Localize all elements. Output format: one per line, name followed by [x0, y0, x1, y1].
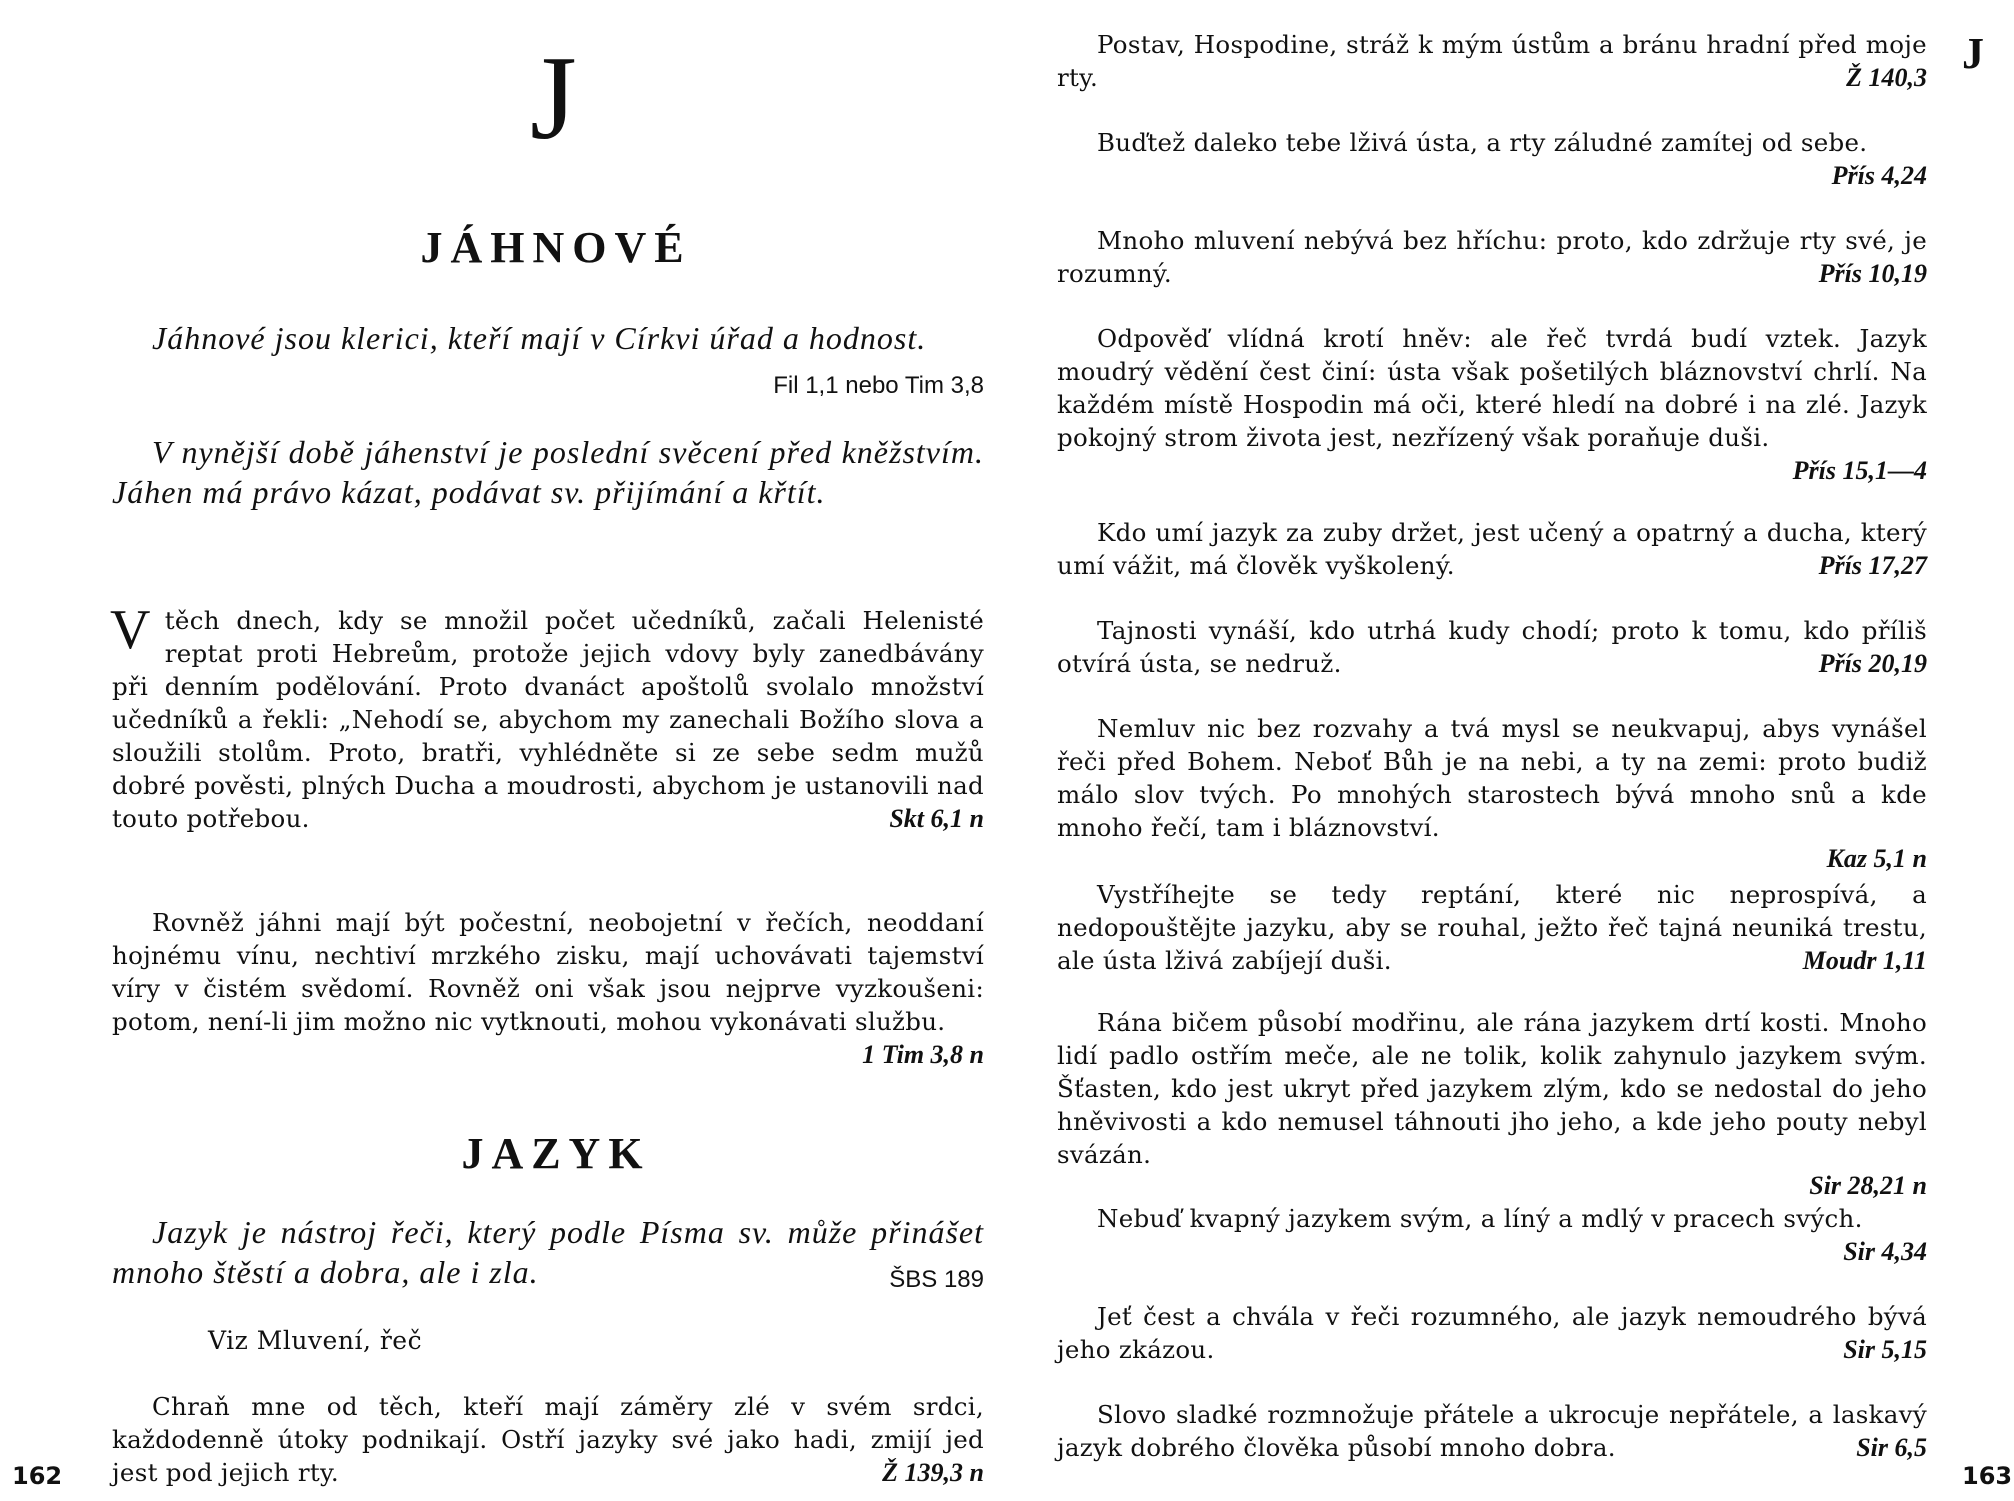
jazyk-intro: [112, 1212, 984, 1300]
right-page: [1007, 0, 2014, 1501]
entry: [1057, 224, 1927, 290]
entry-text: Slovo sladké rozmnožuje přátele a ukrocuje nepřátele, a laskavý jazyk dobrého člověka působí mnoho dobra.: [1057, 1400, 1927, 1462]
scripture-reference: Přís 15,1—4: [1792, 456, 1927, 485]
paragraph-text: Chraň mne od těch, kteří mají záměry zlé v svém srdci, každodenně útoky podnikají. Ostří jazyky své jako hadi, zmijí jed jest pod jejich rty.: [112, 1392, 984, 1487]
scripture-reference: Přís 20,19: [1818, 649, 1927, 678]
scripture-reference: Kaz 5,1 n: [1826, 844, 1927, 873]
entry: [1057, 614, 1927, 680]
entry: [1057, 878, 1927, 977]
entry: [1057, 126, 1927, 192]
entry: [1057, 1006, 1927, 1201]
entry: [1057, 1398, 1927, 1464]
section-title-jahnove: JÁHNOVÉ: [420, 223, 692, 272]
scripture-reference: Sir 6,5: [1856, 1433, 1927, 1462]
entry: [1057, 1202, 1927, 1268]
entry-text: Tajnosti vynáší, kdo utrhá kudy chodí; proto k tomu, kdo příliš otvírá ústa, se nedruž.: [1057, 616, 1927, 678]
running-head: J: [1962, 29, 1984, 78]
scripture-reference: Sir 5,15: [1843, 1335, 1927, 1364]
entry: [1057, 516, 1927, 582]
entry-text: Odpověď vlídná krotí hněv: ale řeč tvrdá budí vztek. Jazyk moudrý vědění čest činí: ústa však pošetilých bláznovství chrlí. Na každém místě Hospodin má oči, které hledí na dobré i na zlé. Jazyk pokojný strom života jest, nezřízený však poraňuje duši.: [1057, 324, 1927, 452]
entry: [1057, 712, 1927, 874]
scripture-reference: Moudr 1,11: [1802, 946, 1927, 975]
entry-text: Vystříhejte se tedy reptání, které nic neprospívá, a nedopouštějte jazyku, aby se rouhal, ježto řeč tajná neuniká trestu, ale ústa lživá zabíjejí duši.: [1057, 880, 1927, 975]
scripture-reference: 1 Tim 3,8 n: [862, 1040, 984, 1069]
entry: [1057, 1300, 1927, 1366]
scripture-reference: Přís 17,27: [1818, 551, 1927, 580]
entry-text: Kdo umí jazyk za zuby držet, jest učený a opatrný a ducha, který umí vážit, má člověk vyškolený.: [1057, 518, 1927, 580]
scripture-reference: Ž 140,3: [1846, 63, 1927, 92]
scripture-reference: Fil 1,1 nebo Tim 3,8: [773, 372, 984, 399]
scripture-reference: Sir 28,21 n: [1809, 1171, 1927, 1200]
page-number-right: 163: [1962, 1462, 2013, 1490]
jahnove-paragraph-2: [112, 906, 984, 1071]
jahnove-paragraph-1: [110, 599, 984, 835]
section-title-jazyk: JAZYK: [461, 1129, 651, 1178]
scripture-reference: ŠBS 189: [889, 1266, 984, 1293]
entry: [1057, 322, 1927, 487]
intro-text: V nynější době jáhenství je poslední svěcení před kněžstvím. Jáhen má právo kázat, podávat sv. přijímání a křtít.: [112, 434, 984, 510]
jazyk-paragraph-1: [112, 1390, 984, 1489]
intro-text: Jáhnové jsou klerici, kteří mají v Církvi úřad a hodnost.: [152, 320, 927, 356]
entry: [1057, 28, 1927, 94]
entry-text: Jeť čest a chvála v řeči rozumného, ale jazyk nemoudrého bývá jeho zkázou.: [1057, 1302, 1927, 1364]
entry-text: Mnoho mluvení nebývá bez hříchu: proto, kdo zdržuje rty své, je rozumný.: [1057, 226, 1927, 288]
scripture-reference: Přís 4,24: [1831, 161, 1927, 190]
jahnove-intro-2: [112, 432, 984, 512]
scripture-reference: Skt 6,1 n: [889, 804, 984, 833]
see-also-text: Viz Mluvení, řeč: [208, 1326, 423, 1355]
intro-text: Jazyk je nástroj řeči, který podle Písma sv. může přinášet mnoho štěstí a dobra, ale i zla.: [112, 1214, 984, 1290]
drop-cap: V: [110, 599, 151, 661]
scripture-reference: Ž 139,3 n: [882, 1458, 984, 1487]
paragraph-text: Rovněž jáhni mají být počestní, neobojetní v řečích, neoddaní hojnému vínu, nechtiví mrzkého zisku, mají uchovávati tajemství víry v čistém svědomí. Rovněž oni však jsou nejprve vyzkoušeni: potom, není-li jim možno nic vytknouti, mohou vykonávati službu.: [112, 908, 984, 1036]
see-also: [208, 1326, 422, 1355]
page-number-left: 162: [12, 1462, 63, 1490]
entry-text: Nemluv nic bez rozvahy a tvá mysl se neukvapuj, abys vynášel řeči před Bohem. Neboť Bůh je na nebi, a ty na zemi: proto budiž málo slov tvých. Po mnohých starostech bývá mnoho snů a kde mnoho řečí, tam i bláznovství.: [1057, 714, 1927, 842]
scripture-reference: Sir 4,34: [1843, 1237, 1927, 1266]
entry-text: Rána bičem působí modřinu, ale rána jazykem drtí kosti. Mnoho lidí padlo ostřím meče, ale ne tolik, kolik zahynulo jazykem svým. Šťasten, kdo jest ukryt před jazykem zlým, kdo se nedostal do jeho hněvivosti a kdo nemusel táhnouti jho jeho, a kde jeho pouty nebyl svázán.: [1057, 1008, 1927, 1169]
chapter-letter: J: [530, 31, 577, 164]
jahnove-intro-1: [112, 318, 984, 406]
paragraph-text: těch dnech, kdy se množil počet učedníků, začali Helenisté reptat proti Hebreům, protože jejich vdovy byly zanedbávány při denním podělování. Proto dvanáct apoštolů svolalo množství učedníků a řekli: „Nehodí se, abychom my zanechali Božího slova a sloužili stolům. Proto, bratři, vyhlédněte si ze sebe sedm mužů dobré pověsti, plných Ducha a moudrosti, abychom je ustanovili nad touto potřebou.: [112, 606, 984, 833]
entry-text: Nebuď kvapný jazykem svým, a líný a mdlý v pracech svých.: [1097, 1204, 1863, 1233]
entry-text: Postav, Hospodine, stráž k mým ústům a bránu hradní před moje rty.: [1057, 30, 1927, 92]
entry-text: Buďtež daleko tebe lživá ústa, a rty záludné zamítej od sebe.: [1097, 128, 1868, 157]
scripture-reference: Přís 10,19: [1818, 259, 1927, 288]
